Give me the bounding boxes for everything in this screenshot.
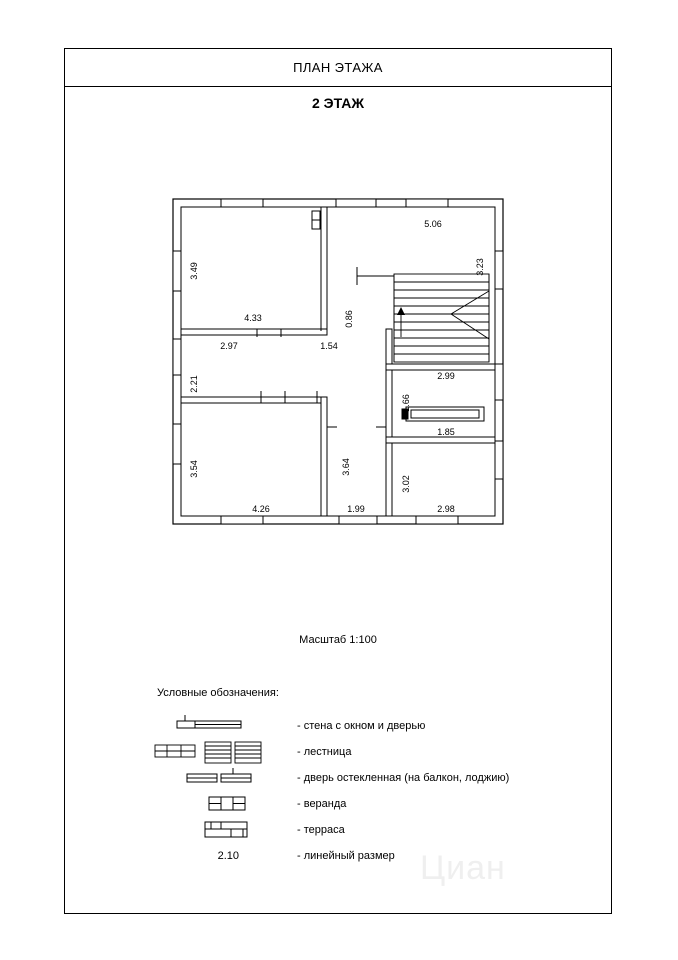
watermark: Циан xyxy=(420,849,506,887)
scale-label: Масштаб 1:100 xyxy=(299,634,377,646)
wall-with-window-and-door-icon xyxy=(147,713,297,739)
legend-label-terrace: - терраса xyxy=(297,824,345,836)
dimension-1-85: 1.85 xyxy=(437,427,455,437)
floor-plan-sheet xyxy=(64,48,612,914)
dimension-1-66: 1.66 xyxy=(401,394,411,412)
legend-title: Условные обозначения: xyxy=(157,687,279,699)
sheet-title-bar xyxy=(65,49,611,87)
veranda-icon xyxy=(147,791,297,817)
dimension-3-49: 3.49 xyxy=(189,262,199,280)
legend-item-staircase xyxy=(147,739,587,765)
dimension-2-98: 2.98 xyxy=(437,504,455,514)
dimension-3-54: 3.54 xyxy=(189,460,199,478)
dimension-3-02: 3.02 xyxy=(401,475,411,493)
dimension-3-64: 3.64 xyxy=(341,458,351,476)
legend-label-wall: - стена с окном и дверью xyxy=(297,720,426,732)
dimension-0-86: 0.86 xyxy=(344,310,354,328)
glazed-door-icon xyxy=(147,765,297,791)
floor-plan-drawing xyxy=(161,179,531,539)
dimension-4-26: 4.26 xyxy=(252,504,270,514)
legend-item-glazed-door xyxy=(147,765,587,791)
legend-item-linear-dimension xyxy=(147,843,587,869)
floor-subtitle: 2 ЭТАЖ xyxy=(311,95,365,111)
dimension-2-21: 2.21 xyxy=(189,375,199,393)
legend xyxy=(147,687,587,869)
legend-label-glazed-door: - дверь остекленная (на балкон, лоджию) xyxy=(297,772,510,784)
dimension-2-99: 2.99 xyxy=(437,371,455,381)
dimension-1-54: 1.54 xyxy=(320,341,338,351)
dimension-2-97: 2.97 xyxy=(220,341,238,351)
linear-dimension-value: 2.10 xyxy=(217,850,239,862)
terrace-icon xyxy=(147,817,297,843)
dimension-4-33: 4.33 xyxy=(244,313,262,323)
dimension-1-99: 1.99 xyxy=(347,504,365,514)
dimension-3-23: 3.23 xyxy=(475,258,485,276)
legend-item-wall-with-window-and-door xyxy=(147,713,587,739)
legend-item-terrace xyxy=(147,817,587,843)
legend-item-veranda xyxy=(147,791,587,817)
page-title: ПЛАН ЭТАЖА xyxy=(293,60,383,75)
linear-dimension-icon xyxy=(147,843,297,869)
legend-label-veranda: - веранда xyxy=(297,798,347,810)
plan-svg xyxy=(161,179,531,539)
legend-label-linear-dimension: - линейный размер xyxy=(297,850,395,862)
dimension-5-06: 5.06 xyxy=(424,219,442,229)
staircase-icon xyxy=(147,739,297,765)
legend-label-staircase: - лестница xyxy=(297,746,352,758)
